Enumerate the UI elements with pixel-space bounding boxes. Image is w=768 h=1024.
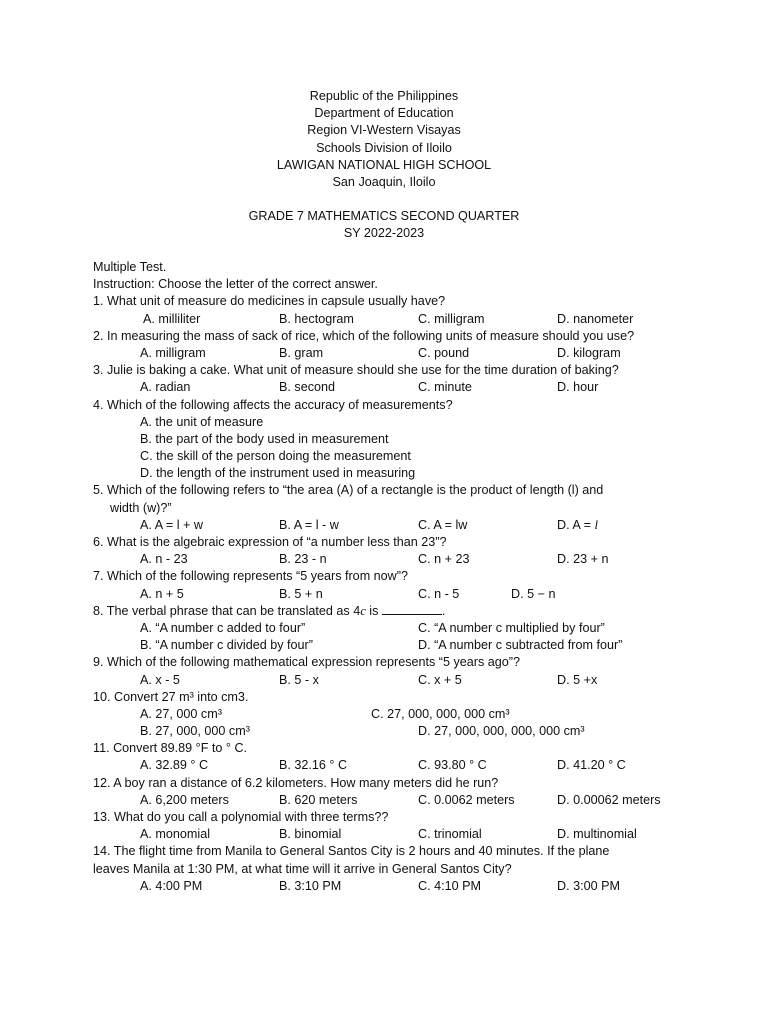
question-6-choices xyxy=(93,551,693,568)
choice-d-prefix: D. A = xyxy=(557,517,595,532)
choice-a: A. 4:00 PM xyxy=(140,878,203,893)
choice-d: D. 23 + n xyxy=(557,552,609,567)
question-13-choices xyxy=(93,826,693,843)
choice-d: D. hour xyxy=(557,380,599,395)
header-line: Schools Division of Iloilo xyxy=(316,140,452,155)
question-3: 3. Julie is baking a cake. What unit of measure should she use for the time duration of baking? xyxy=(93,363,619,378)
choice-c: C. 93.80 ° C xyxy=(418,758,487,773)
question-2: 2. In measuring the mass of sack of rice, which of the following units of measure should you use? xyxy=(93,328,635,343)
choice-a: A. 32.89 ° C xyxy=(140,758,209,773)
question-8 xyxy=(93,603,693,620)
choice-b: B. 3:10 PM xyxy=(279,878,342,893)
question-10: 10. Convert 27 m³ into cm3. xyxy=(93,689,249,704)
question-5-cont: width (w)?” xyxy=(110,500,172,515)
choice-b: B. second xyxy=(279,380,336,395)
question-9: 9. Which of the following mathematical expression represents “5 years ago”? xyxy=(93,655,520,670)
choice-b: B. hectogram xyxy=(279,311,354,326)
choice-a: A. monomial xyxy=(140,827,210,842)
choice-c: C. milligram xyxy=(418,311,485,326)
choice-c: C. “A number c multiplied by four” xyxy=(418,620,605,635)
question-3-choices xyxy=(93,379,693,396)
test-type: Multiple Test. xyxy=(93,260,167,274)
choice-c: C. trinomial xyxy=(418,827,482,842)
choice-c: C. 27, 000, 000, 000 cm³ xyxy=(371,706,510,721)
choice-d: D. 3:00 PM xyxy=(557,878,620,893)
choice-a: A. radian xyxy=(140,380,191,395)
choice-b: B. “A number c divided by four” xyxy=(140,638,313,653)
choice-b: B. 23 - n xyxy=(279,552,327,567)
question-8-mid: is xyxy=(365,603,382,618)
choice-d: D. kilogram xyxy=(557,345,621,360)
choice-d: D. multinomial xyxy=(557,827,637,842)
choice-a: A. x - 5 xyxy=(140,672,180,687)
question-4: 4. Which of the following affects the accuracy of measurements? xyxy=(93,397,453,412)
choice-c: C. the skill of the person doing the measurement xyxy=(140,449,411,464)
question-7: 7. Which of the following represents “5 years from now”? xyxy=(93,569,408,584)
header-line: San Joaquin, Iloilo xyxy=(332,175,436,190)
question-1: 1. What unit of measure do medicines in capsule usually have? xyxy=(93,294,446,309)
question-8-var: c xyxy=(360,603,366,618)
header-line: LAWIGAN NATIONAL HIGH SCHOOL xyxy=(276,157,492,172)
question-12: 12. A boy ran a distance of 6.2 kilometers. How many meters did he run? xyxy=(93,775,499,790)
header-line: Republic of the Philippines xyxy=(309,89,459,103)
question-8-choices-2 xyxy=(93,637,693,654)
choice-d: D. 0.00062 meters xyxy=(557,792,661,807)
question-5: 5. Which of the following refers to “the area (A) of a rectangle is the product of length (l) and xyxy=(93,483,604,498)
title-line-2: SY 2022-2023 xyxy=(343,226,425,241)
choice-c: C. pound xyxy=(418,345,470,360)
choice-c: C. n - 5 xyxy=(418,586,460,601)
question-5-choices xyxy=(93,517,693,534)
choice-a: A. milligram xyxy=(140,345,206,360)
question-14-cont: leaves Manila at 1:30 PM, at what time will it arrive in General Santos City? xyxy=(93,861,512,876)
choice-a: A. A = l + w xyxy=(140,517,204,532)
choice-d: D. “A number c subtracted from four” xyxy=(418,638,623,653)
exam-body xyxy=(93,259,693,895)
question-6: 6. What is the algebraic expression of “a number less than 23”? xyxy=(93,535,447,550)
choice-a: A. milliliter xyxy=(143,311,201,326)
question-13: 13. What do you call a polynomial with three terms?? xyxy=(93,810,389,825)
question-1-choices xyxy=(93,311,693,328)
choice-a: A. the unit of measure xyxy=(140,414,264,429)
choice-a: A. n + 5 xyxy=(140,586,184,601)
question-8-end: . xyxy=(441,603,446,618)
choice-c: C. A = lw xyxy=(418,517,468,532)
choice-c: C. minute xyxy=(418,380,472,395)
question-14-choices xyxy=(93,878,693,895)
choice-a: A. “A number c added to four” xyxy=(140,620,306,635)
question-9-choices xyxy=(93,672,693,689)
choice-d: D. the length of the instrument used in measuring xyxy=(140,466,416,481)
instruction xyxy=(93,276,693,293)
choice-b: B. 32.16 ° C xyxy=(279,758,348,773)
exam-title xyxy=(0,208,768,242)
choice-d xyxy=(557,517,598,534)
question-7-choices xyxy=(93,586,693,603)
title-line-1: GRADE 7 MATHEMATICS SECOND QUARTER xyxy=(248,209,520,223)
choice-b: B. binomial xyxy=(279,827,342,842)
choice-a: A. 6,200 meters xyxy=(140,792,229,807)
answer-blank xyxy=(382,603,442,615)
choice-b: B. A = l - w xyxy=(279,517,339,532)
question-8-choices-1 xyxy=(93,620,693,637)
choice-a: A. 27, 000 cm³ xyxy=(140,706,222,721)
choice-c: C. 0.0062 meters xyxy=(418,792,515,807)
document-header xyxy=(0,88,768,191)
question-10-choices-2 xyxy=(93,723,693,740)
question-2-choices xyxy=(93,345,693,362)
question-12-choices xyxy=(93,792,693,809)
header-line: Region VI-Western Visayas xyxy=(307,123,461,138)
choice-b: B. 27, 000, 000 cm³ xyxy=(140,724,250,739)
choice-a: A. n - 23 xyxy=(140,552,188,567)
question-10-choices-1 xyxy=(93,706,693,723)
instruction-text: Choose the letter of the correct answer. xyxy=(154,277,378,292)
instruction-label: Instruction: xyxy=(93,277,155,292)
choice-c: C. x + 5 xyxy=(418,672,462,687)
choice-d: D. nanometer xyxy=(557,311,634,326)
choice-b: B. 620 meters xyxy=(279,792,358,807)
question-14: 14. The flight time from Manila to General Santos City is 2 hours and 40 minutes. If the plane xyxy=(93,844,610,859)
choice-c: C. n + 23 xyxy=(418,552,470,567)
question-11: 11. Convert 89.89 °F to ° C. xyxy=(93,741,248,756)
choice-d: D. 27, 000, 000, 000, 000 cm³ xyxy=(418,724,585,739)
question-8-prefix: 8. The verbal phrase that can be translated as 4 xyxy=(93,603,361,618)
choice-b: B. 5 - x xyxy=(279,672,319,687)
question-11-choices xyxy=(93,757,693,774)
choice-d: D. 5 − n xyxy=(511,586,556,601)
choice-b: B. gram xyxy=(279,345,324,360)
choice-b: B. 5 + n xyxy=(279,586,323,601)
choice-c: C. 4:10 PM xyxy=(418,878,481,893)
choice-d-var: l xyxy=(594,517,598,532)
choice-b: B. the part of the body used in measurement xyxy=(140,431,389,446)
choice-d: D. 41.20 ° C xyxy=(557,758,626,773)
header-line: Department of Education xyxy=(314,106,454,121)
choice-d: D. 5 +x xyxy=(557,672,598,687)
